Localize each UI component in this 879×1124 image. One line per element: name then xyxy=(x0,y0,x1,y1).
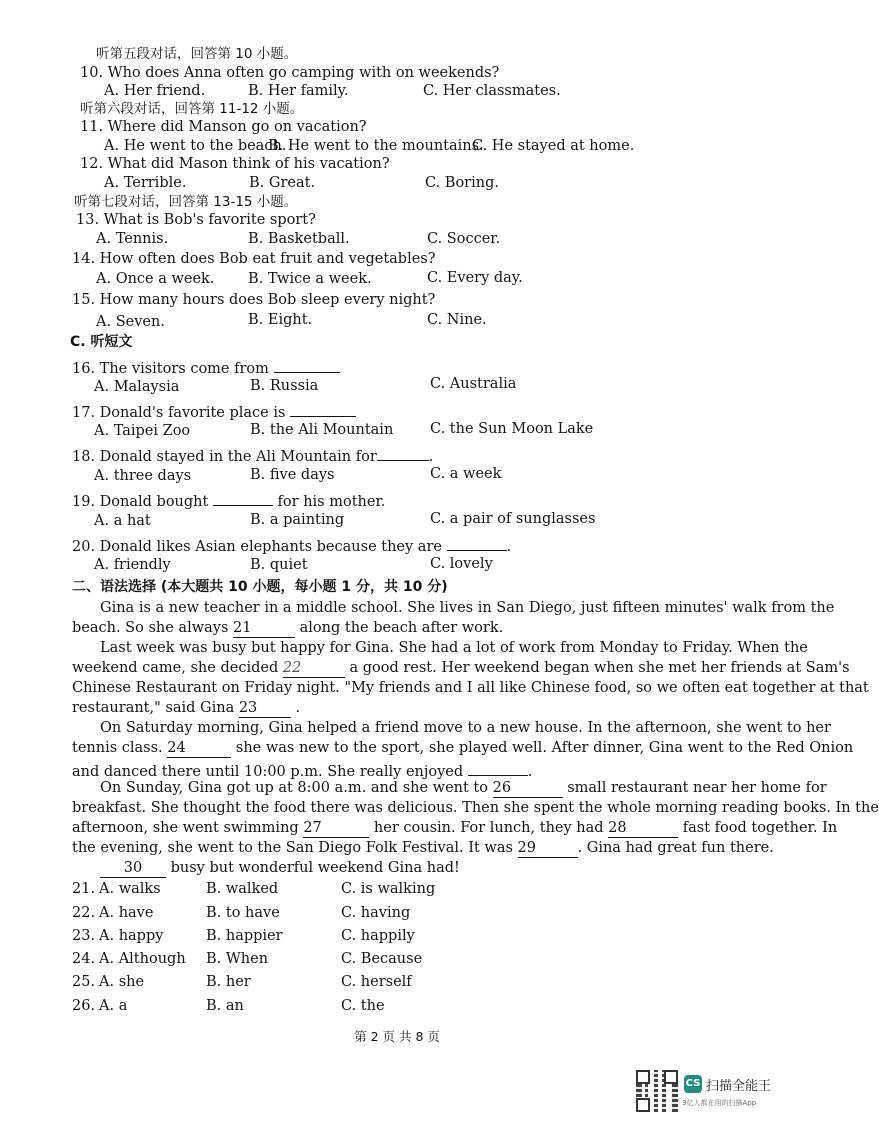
option-c: C. Australia xyxy=(430,376,517,392)
option-c: C. Soccer. xyxy=(427,231,501,247)
question-text: Donald stayed in the Ali Mountain for xyxy=(99,449,377,465)
watermark-subtitle: 3亿人都在用的扫描App xyxy=(682,1099,757,1107)
section-header-grammar: 二、语法选择 (本大题共 10 小题，每小题 1 分，共 10 分) xyxy=(72,579,448,595)
blank-29: 29 xyxy=(518,839,578,858)
passage-line: On Sunday, Gina got up at 8:00 a.m. and she went to 26 small restaurant near her home for xyxy=(100,780,827,796)
option-a: A. a hat xyxy=(94,513,151,529)
question-16 xyxy=(72,356,340,378)
question-19 xyxy=(72,489,385,511)
option-b: B. the Ali Mountain xyxy=(250,422,394,438)
option-a: A. three days xyxy=(94,468,192,484)
option-b: B. Basketball. xyxy=(248,231,350,247)
qr-code-icon xyxy=(636,1070,678,1112)
question-text: Donald likes Asian elephants because they are xyxy=(99,539,442,555)
answer-blank xyxy=(447,534,507,551)
question-18 xyxy=(72,444,433,466)
question-number: 24. xyxy=(72,951,96,967)
question-20 xyxy=(72,534,511,556)
passage-line: restaurant," said Gina 23 . xyxy=(72,700,301,716)
option-a: A. a xyxy=(99,998,128,1014)
question-13 xyxy=(76,211,316,229)
option-a: A. He went to the beach. xyxy=(104,138,287,154)
blank-26: 26 xyxy=(493,779,563,798)
question-number: 12. xyxy=(80,156,104,172)
option-b: B. Great. xyxy=(249,175,316,191)
question-number: 17. xyxy=(72,405,96,421)
question-12 xyxy=(80,155,390,173)
option-a: A. Taipei Zoo xyxy=(94,423,191,439)
option-a: A. Although xyxy=(99,951,186,967)
passage-line: breakfast. She thought the food there was delicious. Then she spent the whole morning reading books. In the xyxy=(72,800,879,816)
question-number: 26. xyxy=(72,998,96,1014)
answer-blank xyxy=(377,444,429,461)
option-b: B. Eight. xyxy=(248,312,313,328)
question-number: 18. xyxy=(72,449,96,465)
question-number: 20. xyxy=(72,539,96,555)
option-c: C. having xyxy=(341,905,411,921)
camscanner-logo-icon: CS xyxy=(684,1075,702,1093)
option-a: A. Seven. xyxy=(96,314,165,330)
option-c: C. happily xyxy=(341,928,415,944)
option-b: B. Twice a week. xyxy=(248,271,372,287)
blank-23: 23 xyxy=(239,699,291,718)
section-header-part6: 听第六段对话，回答第 11-12 小题。 xyxy=(80,101,304,117)
question-number: 10. xyxy=(80,65,104,81)
passage-line: Gina is a new teacher in a middle school. She lives in San Diego, just fifteen minutes' walk from the xyxy=(100,600,835,616)
answer-blank xyxy=(213,489,273,506)
question-text: How often does Bob eat fruit and vegetables? xyxy=(99,251,436,267)
passage-line: and danced there until 10:00 p.m. She really enjoyed . xyxy=(72,759,754,781)
question-number: 19. xyxy=(72,494,96,510)
option-c: C. He stayed at home. xyxy=(472,138,635,154)
question-number: 25. xyxy=(72,974,96,990)
passage-line: Chinese Restaurant on Friday night. "My friends and I all like Chinese food, so we often eat together at that xyxy=(72,680,869,696)
option-b: B. quiet xyxy=(250,557,308,573)
passage-line: Last week was busy but happy for Gina. She had a lot of work from Monday to Friday. When the xyxy=(100,640,808,656)
blank-suffix: for his mother. xyxy=(272,494,386,510)
passage-line: weekend came, she decided 22 a good rest. Her weekend began when she met her friends at Sam's xyxy=(72,660,850,676)
question-text: The visitors come from xyxy=(99,361,269,377)
blank-suffix: . xyxy=(506,539,512,555)
blank-25 xyxy=(468,759,528,776)
page-footer: 第 2 页 共 8 页 xyxy=(354,1029,440,1044)
blank-30: 30 xyxy=(100,859,166,878)
option-a: A. Malaysia xyxy=(94,379,180,395)
question-number: 23. xyxy=(72,928,96,944)
passage-line: 30 busy but wonderful weekend Gina had! xyxy=(100,859,460,878)
passage-line: On Saturday morning, Gina helped a friend move to a new house. In the afternoon, she went to her xyxy=(100,720,831,736)
option-c: C. herself xyxy=(341,974,412,990)
grammar-option-row xyxy=(72,880,95,898)
option-a: A. Her friend. xyxy=(104,83,206,99)
option-a: A. happy xyxy=(99,928,164,944)
question-number: 22. xyxy=(72,905,96,921)
option-c: C. Every day. xyxy=(427,270,523,286)
option-c: C. a week xyxy=(430,466,502,482)
option-c: C. a pair of sunglasses xyxy=(430,511,596,527)
passage-line: afternoon, she went swimming 27 her cousin. For lunch, they had 28 fast food together. In xyxy=(72,820,838,836)
question-text: Donald bought xyxy=(99,494,209,510)
answer-blank xyxy=(274,356,340,373)
option-b: B. an xyxy=(206,998,244,1014)
blank-21: 21 xyxy=(233,619,295,638)
question-number: 13. xyxy=(76,212,100,228)
question-text: What is Bob's favorite sport? xyxy=(103,212,316,228)
blank-24: 24 xyxy=(167,739,231,758)
question-14 xyxy=(72,250,436,268)
watermark-name: 扫描全能王 xyxy=(706,1079,772,1094)
question-17 xyxy=(72,400,356,422)
question-11 xyxy=(80,118,367,136)
option-b: B. a painting xyxy=(250,512,345,528)
section-header-part5: 听第五段对话，回答第 10 小题。 xyxy=(96,46,298,62)
option-c: C. Boring. xyxy=(425,175,499,191)
section-header-c: C. 听短文 xyxy=(70,334,133,350)
passage-line: beach. So she always 21 along the beach after work. xyxy=(72,620,504,636)
option-b: B. Her family. xyxy=(248,83,349,99)
option-c: C. Her classmates. xyxy=(423,83,561,99)
blank-suffix: . xyxy=(428,449,434,465)
option-c: C. is walking xyxy=(341,881,436,897)
option-a: A. Tennis. xyxy=(96,231,169,247)
question-number: 16. xyxy=(72,361,96,377)
option-c: C. the xyxy=(341,998,385,1014)
option-a: A. friendly xyxy=(94,557,171,573)
question-number: 21. xyxy=(72,881,96,897)
option-a: A. Terrible. xyxy=(104,175,187,191)
question-text: Who does Anna often go camping with on weekends? xyxy=(107,65,500,81)
option-c: C. lovely xyxy=(430,556,493,572)
answer-blank xyxy=(290,400,356,417)
option-a: A. walks xyxy=(99,881,161,897)
question-number: 11. xyxy=(80,119,104,135)
option-c: C. Nine. xyxy=(427,312,487,328)
option-b: B. Russia xyxy=(250,378,319,394)
question-number: 15. xyxy=(72,292,96,308)
option-c: C. Because xyxy=(341,951,423,967)
option-a: A. she xyxy=(99,974,145,990)
question-text: What did Mason think of his vacation? xyxy=(107,156,390,172)
question-number: 14. xyxy=(72,251,96,267)
option-b: B. happier xyxy=(206,928,283,944)
question-15 xyxy=(72,291,435,309)
option-b: B. five days xyxy=(250,467,335,483)
passage-line: tennis class. 24 she was new to the sport, she played well. After dinner, Gina went to the Red Onion xyxy=(72,740,854,756)
blank-22: 22 xyxy=(283,659,345,678)
option-b: B. walked xyxy=(206,881,279,897)
option-b: B. When xyxy=(206,951,269,967)
option-b: B. to have xyxy=(206,905,280,921)
question-text: How many hours does Bob sleep every night? xyxy=(99,292,436,308)
option-b: B. her xyxy=(206,974,251,990)
blank-28: 28 xyxy=(608,819,678,838)
question-text: Donald's favorite place is xyxy=(99,405,286,421)
option-a: A. have xyxy=(99,905,154,921)
passage-line: the evening, she went to the San Diego Folk Festival. It was 29 . Gina had great fun there. xyxy=(72,840,774,856)
section-header-part7: 听第七段对话，回答第 13-15 小题。 xyxy=(74,194,298,210)
question-text: Where did Manson go on vacation? xyxy=(107,119,367,135)
option-a: A. Once a week. xyxy=(96,271,215,287)
option-b: B. He went to the mountains. xyxy=(268,138,484,154)
blank-27: 27 xyxy=(303,819,369,838)
question-10 xyxy=(80,64,499,82)
option-c: C. the Sun Moon Lake xyxy=(430,421,594,437)
